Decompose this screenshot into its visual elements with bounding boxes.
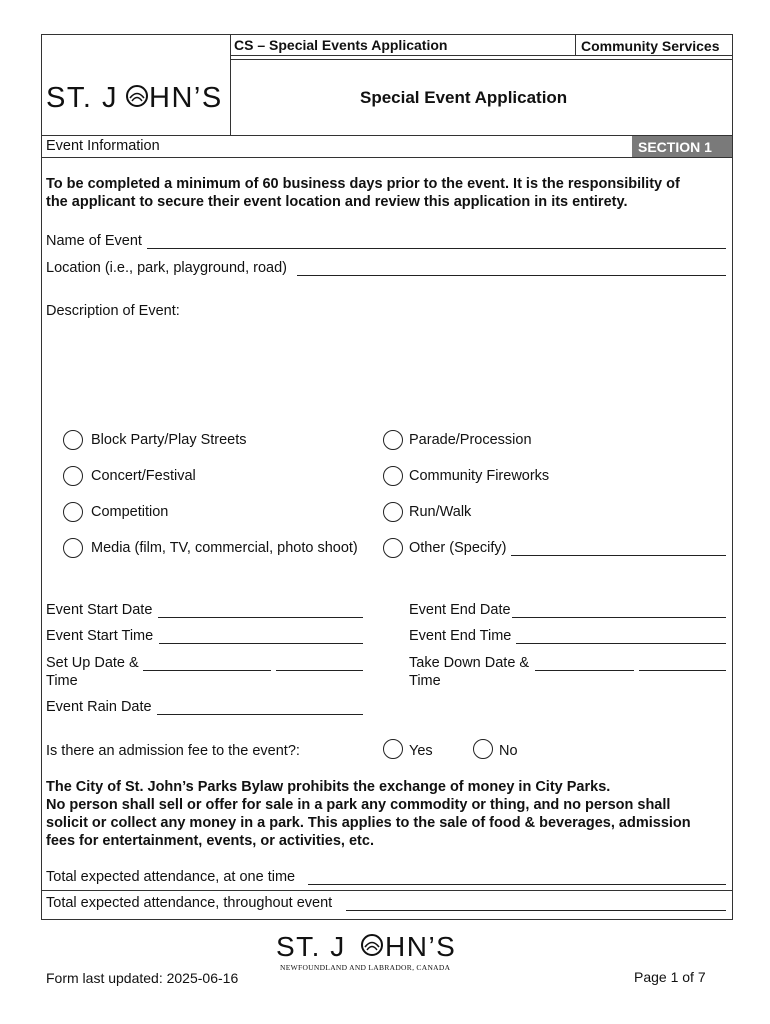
start-time-label: Event Start Time	[46, 628, 154, 644]
description-label: Description of Event:	[46, 303, 180, 319]
start-date-label: Event Start Date	[46, 602, 153, 618]
location-field[interactable]	[297, 275, 726, 276]
option-label: Media (film, TV, commercial, photo shoot)	[91, 540, 358, 556]
option-label: Other (Specify)	[409, 540, 507, 556]
rain-date-field[interactable]	[157, 714, 363, 715]
setup-date-field[interactable]	[143, 670, 271, 671]
svg-text:HN’S: HN’S	[385, 931, 457, 962]
footer-logo	[276, 928, 472, 962]
header-rule-2	[230, 59, 733, 60]
bylaw-line-3: solicit or collect any money in a park. This applies to the sale of food & beverages, admission	[46, 815, 691, 831]
setup-label-2: Time	[46, 673, 78, 689]
radio-concert-festival[interactable]	[63, 466, 83, 486]
page-number: Page 1 of 7	[634, 969, 706, 985]
svg-text:ST. J: ST. J	[46, 82, 118, 114]
setup-time-field[interactable]	[276, 670, 363, 671]
start-time-field[interactable]	[159, 643, 363, 644]
radio-competition[interactable]	[63, 502, 83, 522]
header-bottom-rule	[41, 135, 733, 136]
radio-community-fireworks[interactable]	[383, 466, 403, 486]
attendance-throughout-label: Total expected attendance, throughout event	[46, 895, 333, 911]
start-date-field[interactable]	[158, 617, 363, 618]
option-label: Community Fireworks	[409, 468, 550, 484]
bylaw-line-1: The City of St. John’s Parks Bylaw prohibits the exchange of money in City Parks.	[46, 779, 611, 795]
admission-question: Is there an admission fee to the event?:	[46, 743, 300, 759]
radio-block-party[interactable]	[63, 430, 83, 450]
description-field[interactable]	[46, 322, 726, 417]
st-johns-logo	[46, 77, 228, 117]
option-label: Concert/Festival	[91, 468, 196, 484]
option-label: Parade/Procession	[409, 432, 532, 448]
radio-run-walk[interactable]	[383, 502, 403, 522]
takedown-label: Take Down Date &	[409, 655, 530, 671]
takedown-time-field[interactable]	[639, 670, 726, 671]
section-rule	[41, 157, 733, 158]
attendance-one-time-label: Total expected attendance, at one time	[46, 869, 296, 885]
takedown-date-field[interactable]	[535, 670, 634, 671]
option-label: Competition	[91, 504, 169, 520]
end-time-label: Event End Time	[409, 628, 512, 644]
end-date-label: Event End Date	[409, 602, 511, 618]
rain-date-label: Event Rain Date	[46, 699, 152, 715]
bylaw-line-4: fees for entertainment, events, or activities, etc.	[46, 833, 374, 849]
form-title: Special Event Application	[360, 88, 568, 107]
department: Community Services	[581, 38, 720, 54]
footer-logo-subtitle: NEWFOUNDLAND AND LABRADOR, CANADA	[280, 963, 451, 972]
header-rule	[230, 55, 733, 56]
svg-text:ST. J: ST. J	[276, 931, 346, 962]
attendance-throughout-field[interactable]	[346, 910, 726, 911]
form-updated: Form last updated: 2025-06-16	[46, 970, 239, 986]
doc-code: CS – Special Events Application	[234, 37, 448, 53]
intro-line-1: To be completed a minimum of 60 business days prior to the event. It is the responsibility of	[46, 176, 680, 192]
setup-label: Set Up Date &	[46, 655, 139, 671]
radio-admission-yes[interactable]	[383, 739, 403, 759]
section-name: Event Information	[46, 138, 160, 154]
radio-media[interactable]	[63, 538, 83, 558]
name-of-event-field[interactable]	[147, 248, 726, 249]
option-label: Run/Walk	[409, 504, 472, 520]
radio-admission-no[interactable]	[473, 739, 493, 759]
attendance-rule	[41, 890, 733, 891]
end-time-field[interactable]	[516, 643, 726, 644]
section-tag: SECTION 1	[632, 136, 732, 157]
admission-yes-label: Yes	[409, 743, 433, 759]
header-divider-2	[575, 34, 576, 56]
svg-text:HN’S: HN’S	[149, 82, 223, 114]
header-divider	[230, 34, 231, 135]
name-of-event-label: Name of Event	[46, 233, 142, 249]
attendance-one-time-field[interactable]	[308, 884, 726, 885]
radio-parade-procession[interactable]	[383, 430, 403, 450]
option-label: Block Party/Play Streets	[91, 432, 247, 448]
radio-other[interactable]	[383, 538, 403, 558]
admission-no-label: No	[499, 743, 518, 759]
takedown-label-2: Time	[409, 673, 441, 689]
bylaw-line-2: No person shall sell or offer for sale in a park any commodity or thing, and no person shall	[46, 797, 671, 813]
end-date-field[interactable]	[512, 617, 726, 618]
location-label: Location (i.e., park, playground, road)	[46, 260, 287, 276]
other-specify-field[interactable]	[511, 555, 726, 556]
intro-line-2: the applicant to secure their event location and review this application in its entirety.	[46, 194, 628, 210]
